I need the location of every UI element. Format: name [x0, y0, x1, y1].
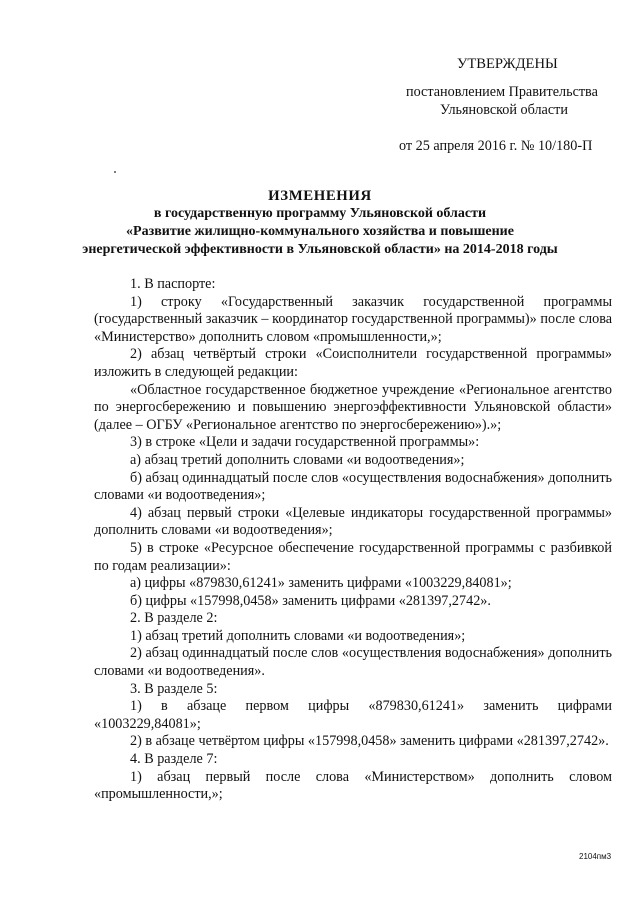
- approval-line-2: Ульяновской области: [440, 102, 568, 118]
- paragraph: б) абзац одиннадцатый после слов «осуществления водоснабжения» дополнить словами «и водоотведения»;: [94, 469, 612, 504]
- approval-title: УТВЕРЖДЕНЫ: [457, 56, 558, 72]
- paragraph: 2) в абзаце четвёртом цифры «157998,0458» заменить цифрами «281397,2742».: [130, 733, 609, 750]
- paragraph: 3) в строке «Цели и задачи государственной программы»:: [130, 434, 480, 451]
- document-body: [94, 276, 612, 804]
- paragraph: 2. В разделе 2:: [130, 610, 218, 627]
- paragraph: 3. В разделе 5:: [130, 680, 218, 697]
- paragraph: 1) абзац первый после слова «Министерством» дополнить словом «промышленности,»;: [94, 768, 612, 803]
- approval-line-3: от 25 апреля 2016 г. № 10/180-П: [399, 138, 593, 154]
- paragraph: 1. В паспорте:: [130, 276, 216, 292]
- paragraph: а) цифры «879830,61241» заменить цифрами «1003229,84081»;: [130, 575, 512, 592]
- paragraph: 4) абзац первый строки «Целевые индикаторы государственной программы» дополнить словами «и водоотведения»;: [94, 504, 612, 539]
- paragraph: а) абзац третий дополнить словами «и водоотведения»;: [130, 451, 465, 468]
- paragraph: 1) в абзаце первом цифры «879830,61241» заменить цифрами «1003229,84081»;: [94, 698, 612, 732]
- paragraph: 4. В разделе 7:: [130, 751, 218, 768]
- paragraph: 1) абзац третий дополнить словами «и водоотведения»;: [130, 627, 466, 644]
- paragraph: 1) строку «Государственный заказчик государственной программы (государственный заказчик – координатор государственной программы)» после слова «Министерство» дополнить словом «промышленности,»;: [94, 293, 612, 345]
- heading-sub-1: в государственную программу Ульяновской области: [153, 206, 487, 221]
- paragraph: 2) абзац одиннадцатый после слов «осуществления водоснабжения» дополнить словами «и водоотведения».: [94, 645, 612, 680]
- heading-sub-3: энергетической эффективности в Ульяновской области» на 2014-2018 годы: [82, 242, 558, 257]
- paragraph: б) цифры «157998,0458» заменить цифрами «281397,2742».: [130, 592, 491, 609]
- approval-line-1: постановлением Правительства: [406, 84, 598, 100]
- paragraph: 2) абзац четвёртый строки «Соисполнители государственной программы» изложить в следующей редакции:: [94, 346, 612, 380]
- heading-sub-2: «Развитие жилищно-коммунального хозяйства и повышение: [126, 224, 514, 239]
- paragraph: «Областное государственное бюджетное учреждение «Региональное агентство по энергосбережению и повышению энергоэффективности Ульяновской области» (далее – ОГБУ «Региональное агентство по энергосбережению»).»;: [94, 381, 612, 433]
- scan-speck: [114, 171, 116, 173]
- heading-main: ИЗМЕНЕНИЯ: [268, 188, 372, 204]
- paragraph: 5) в строке «Ресурсное обеспечение государственной программы с разбивкой по годам реализации»:: [94, 539, 612, 574]
- document-code: 2104пм3: [579, 852, 612, 861]
